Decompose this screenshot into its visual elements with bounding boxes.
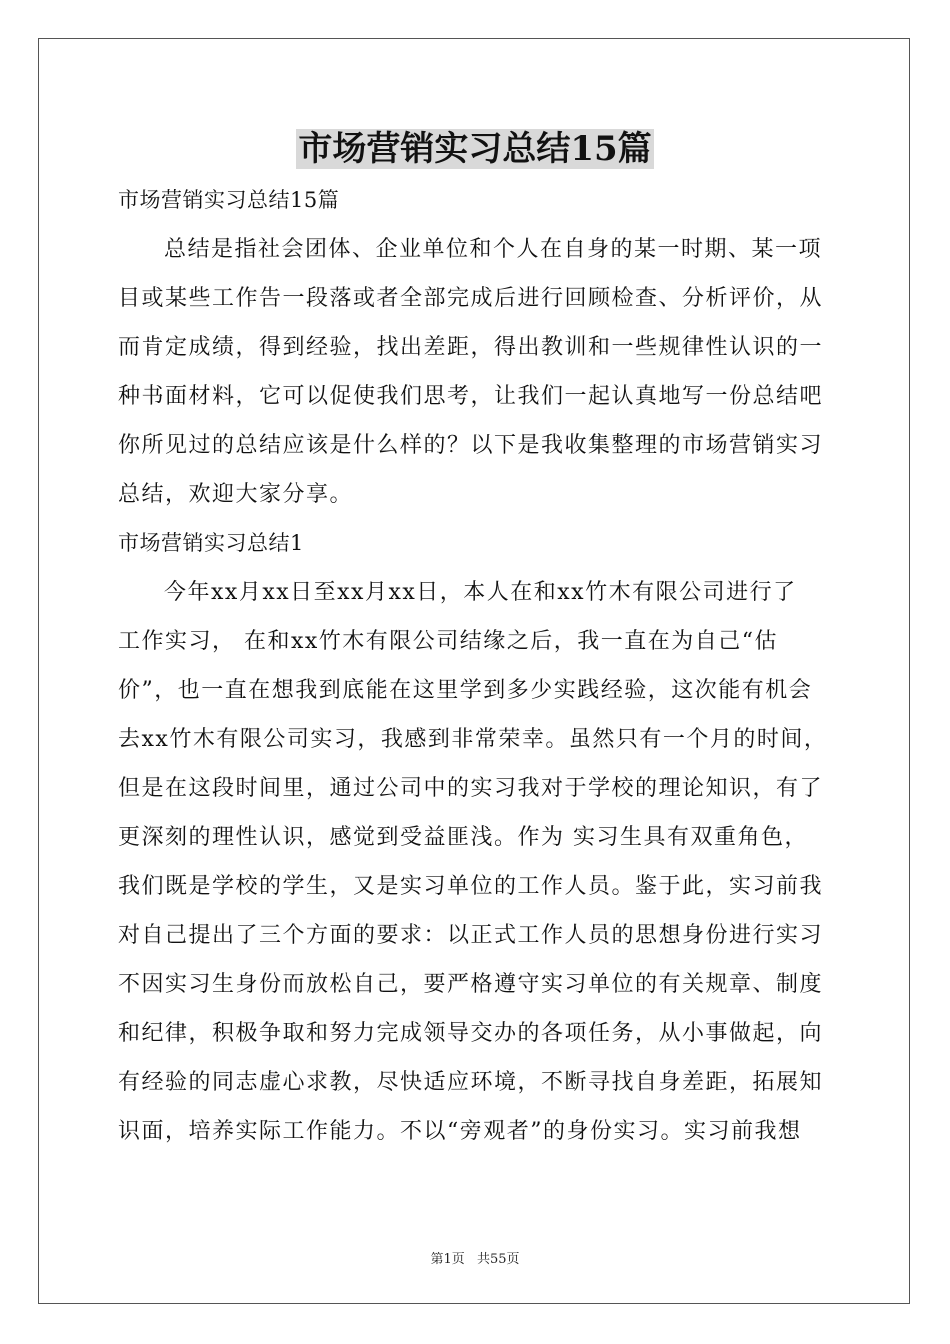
body-text-line: 你所见过的总结应该是什么样的？以下是我收集整理的市场营销实习	[118, 433, 824, 458]
document-body	[118, 176, 836, 1156]
body-text-line: 价”，也一直在想我到底能在这里学到多少实践经验，这次能有机会	[118, 678, 813, 703]
body-text-line: 更深刻的理性认识，感觉到受益匪浅。作为 实习生具有双重角色，	[118, 825, 808, 850]
body-text-line: 不因实习生身份而放松自己，要严格遵守实习单位的有关规章、制度	[118, 972, 824, 997]
body-text-line: 总结，欢迎大家分享。	[118, 482, 354, 507]
document-title-text: 市场营销实习总结15篇	[298, 129, 652, 169]
page-total: 共55页	[476, 1252, 520, 1267]
body-text-line: 目或某些工作告一段落或者全部完成后进行回顾检查、分析评价，从	[118, 286, 824, 311]
page-footer	[0, 1248, 950, 1267]
body-text-line: 而肯定成绩，得到经验，找出差距，得出教训和一些规律性认识的一	[118, 335, 824, 360]
body-text-line: 工作实习， 在和xx竹木有限公司结缘之后，我一直在为自己“估	[118, 629, 779, 654]
body-text-line: 但是在这段时间里，通过公司中的实习我对于学校的理论知识，有了	[118, 776, 824, 801]
body-text-line: 识面，培养实际工作能力。不以“旁观者”的身份实习。实习前我想	[118, 1119, 802, 1144]
section-heading: 市场营销实习总结1	[118, 531, 304, 555]
body-text-line: 对自己提出了三个方面的要求：以正式工作人员的思想身份进行实习	[118, 923, 824, 948]
body-text-line: 和纪律，积极争取和努力完成领导交办的各项任务，从小事做起，向	[118, 1021, 824, 1046]
body-text-line: 我们既是学校的学生，又是实习单位的工作人员。鉴于此，实习前我	[118, 874, 824, 899]
body-text-line: 种书面材料，它可以促使我们思考，让我们一起认真地写一份总结吧	[118, 384, 824, 409]
section-heading: 市场营销实习总结15篇	[118, 188, 340, 212]
body-text-line: 总结是指社会团体、企业单位和个人在自身的某一时期、某一项	[164, 237, 823, 262]
page-number: 第1页	[430, 1252, 465, 1267]
document-title	[0, 124, 950, 174]
body-text-line: 今年xx月xx日至xx月xx日，本人在和xx竹木有限公司进行了	[164, 580, 797, 605]
body-text-line: 去xx竹木有限公司实习，我感到非常荣幸。虽然只有一个月的时间，	[118, 727, 828, 752]
body-text-line: 有经验的同志虚心求教，尽快适应环境，不断寻找自身差距，拓展知	[118, 1070, 824, 1095]
